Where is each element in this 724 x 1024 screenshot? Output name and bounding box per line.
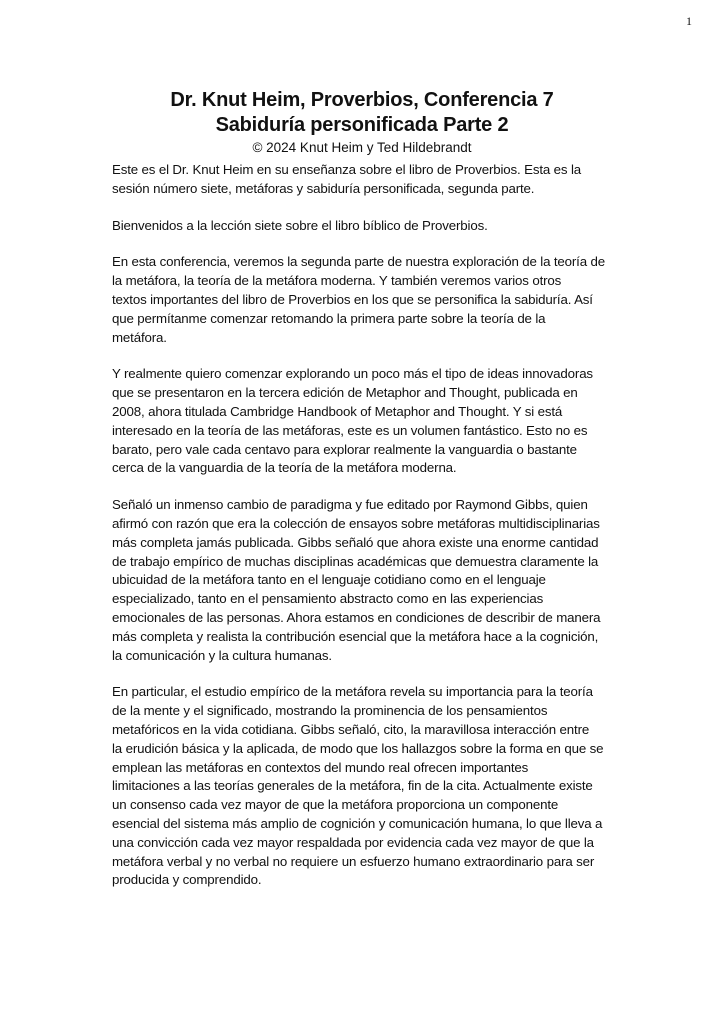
text-line: metáfora. (112, 329, 167, 345)
text-line: metáfora verbal y no verbal no requiere un esfuerzo humano extraordinario para ser (112, 853, 595, 869)
text-line: la metáfora, la teoría de la metáfora moderna. Y también veremos varios otros (112, 273, 562, 289)
text-line: que se presentaron en la tercera edición de Metaphor and Thought, publicada en (112, 385, 578, 401)
text-line: barato, pero vale cada centavo para explorar realmente la vanguardia o bastante (112, 441, 577, 457)
paragraph (112, 683, 632, 890)
text-line: En particular, el estudio empírico de la metáfora revela su importancia para la teoría (112, 684, 593, 700)
text-line: la comunicación y la cultura humanas. (112, 647, 332, 663)
document-body (112, 161, 632, 908)
text-line: ubicuidad de la metáfora tanto en el lenguaje cotidiano como en el lenguaje (112, 572, 546, 588)
document-subtitle: Sabiduría personificada Parte 2 (215, 114, 509, 136)
text-line: una convicción cada vez mayor respaldada por evidencia cada vez mayor de que la (112, 834, 594, 850)
paragraph (112, 365, 632, 478)
text-line: Y realmente quiero comenzar explorando un poco más el tipo de ideas innovadoras (112, 366, 593, 382)
paragraph (112, 496, 632, 665)
text-line: la erudición básica y la aplicada, de modo que los hallazgos sobre la forma en que se (112, 740, 604, 756)
text-line: metafóricos en la vida cotidiana. Gibbs señaló, cito, la maravillosa interacción entre (112, 721, 590, 737)
paragraph (112, 217, 632, 236)
copyright-line: © 2024 Knut Heim y Ted Hildebrandt (252, 140, 472, 155)
text-line: Bienvenidos a la lección siete sobre el libro bíblico de Proverbios. (112, 217, 488, 233)
text-line: Este es el Dr. Knut Heim en su enseñanza sobre el libro de Proverbios. Esta es la (112, 162, 582, 177)
text-line: un consenso cada vez mayor de que la metáfora proporciona un componente (112, 797, 559, 813)
paragraph (112, 161, 632, 199)
text-line: sesión número siete, metáforas y sabiduría personificada, segunda parte. (112, 180, 535, 196)
paragraph (112, 253, 632, 347)
text-line: 2008, ahora titulada Cambridge Handbook of Metaphor and Thought. Y si está (112, 403, 563, 419)
text-line: esencial del sistema más amplio de cognición y comunicación humana, lo que lleva a (112, 815, 603, 831)
text-line: producida y comprendido. (112, 872, 262, 888)
text-line: limitaciones a las teorías generales de la metáfora, fin de la cita. Actualmente existe (112, 778, 593, 794)
text-line: más completa y realista la contribución esencial que la metáfora hace a la cognición, (112, 628, 599, 644)
text-line: afirmó con razón que era la colección de ensayos sobre metáforas multidisciplinarias (112, 515, 600, 531)
text-line: interesado en la teoría de las metáforas, este es un volumen fantástico. Esto no es (112, 422, 588, 438)
text-line: textos importantes del libro de Proverbios en los que se personifica la sabiduría. Así (112, 291, 593, 307)
text-line: más completa jamás publicada. Gibbs señaló que ahora existe una enorme cantidad (112, 534, 599, 550)
text-line: que permítanme comenzar retomando la primera parte sobre la teoría de la (112, 310, 546, 326)
text-line: Señaló un inmenso cambio de paradigma y fue editado por Raymond Gibbs, quien (112, 497, 588, 513)
document-title: Dr. Knut Heim, Proverbios, Conferencia 7 (170, 89, 554, 111)
text-line: especializado, tanto en el pensamiento abstracto como en las experiencias (112, 591, 544, 607)
text-line: En esta conferencia, veremos la segunda parte de nuestra exploración de la teoría de (112, 254, 606, 270)
text-line: emocionales de las personas. Ahora estamos en condiciones de describir de manera (112, 609, 601, 625)
text-line: de la mente y el significado, mostrando la prominencia de los pensamientos (112, 703, 548, 719)
text-line: de trabajo empírico de muchas disciplinas académicas que demuestra claramente la (112, 553, 599, 569)
page-number: 1 (686, 14, 692, 28)
text-line: emplean las metáforas en contextos del mundo real ofrecen importantes (112, 759, 529, 775)
text-line: cerca de la vanguardia de la teoría de la metáfora moderna. (112, 460, 457, 476)
